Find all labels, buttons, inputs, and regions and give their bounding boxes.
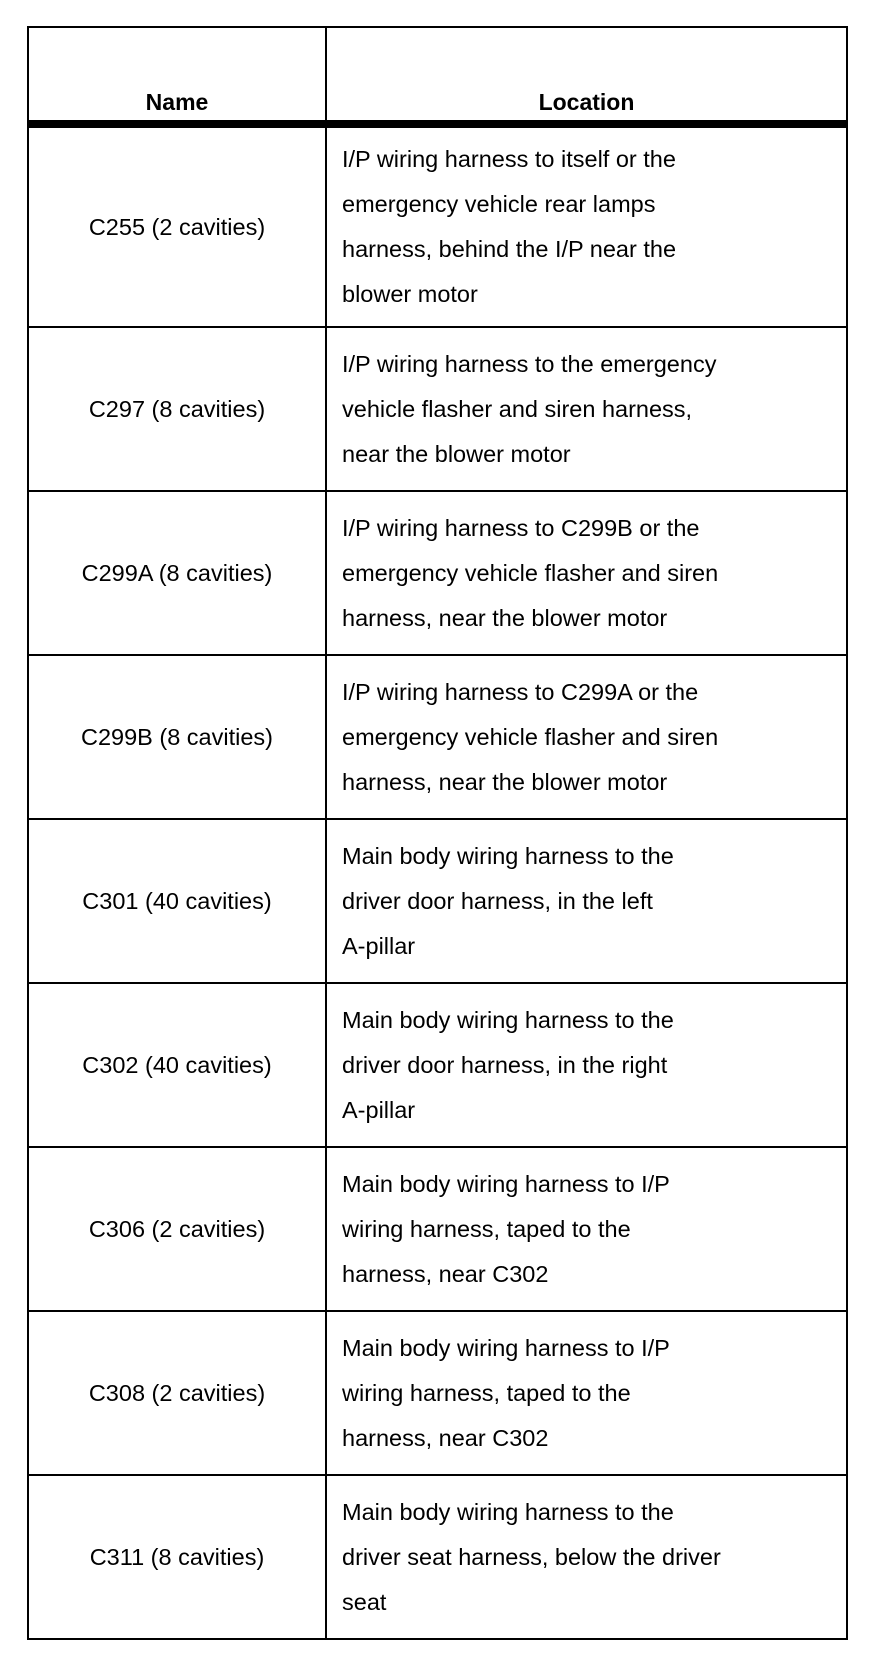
connector-location — [326, 491, 847, 655]
location-line: A-pillar — [342, 1096, 416, 1123]
connector-location — [326, 983, 847, 1147]
location-line: A-pillar — [342, 932, 416, 959]
location-line: emergency vehicle rear lamps — [342, 191, 656, 217]
connector-location — [326, 1475, 847, 1639]
connector-name: C255 (2 cavities) — [28, 124, 326, 327]
connector-name: C306 (2 cavities) — [28, 1147, 326, 1311]
location-line: Main body wiring harness to the — [342, 842, 674, 869]
location-line: I/P wiring harness to C299B or the — [342, 514, 700, 541]
location-line: harness, behind the I/P near the — [342, 236, 677, 262]
connector-table — [27, 26, 848, 1640]
location-line: vehicle flasher and siren harness, — [342, 395, 693, 422]
table-row — [28, 1475, 847, 1639]
location-line: seat — [342, 1588, 387, 1615]
connector-name: C297 (8 cavities) — [28, 327, 326, 491]
location-line: wiring harness, taped to the — [342, 1215, 631, 1242]
location-line: Main body wiring harness to I/P — [342, 1334, 670, 1361]
location-line: driver door harness, in the left — [342, 887, 653, 914]
connector-name: C311 (8 cavities) — [28, 1475, 326, 1639]
table-row — [28, 491, 847, 655]
location-line: wiring harness, taped to the — [342, 1379, 631, 1406]
location-line: blower motor — [342, 281, 478, 307]
connector-location — [326, 327, 847, 491]
table-row — [28, 655, 847, 819]
connector-name: C308 (2 cavities) — [28, 1311, 326, 1475]
connector-location — [326, 655, 847, 819]
connector-location — [326, 1147, 847, 1311]
header-name: Name — [28, 27, 326, 124]
table-row — [28, 124, 847, 327]
location-line: Main body wiring harness to the — [342, 1006, 674, 1033]
location-line: I/P wiring harness to C299A or the — [342, 678, 699, 705]
location-line: near the blower motor — [342, 440, 571, 467]
table-row — [28, 983, 847, 1147]
connector-name: C302 (40 cavities) — [28, 983, 326, 1147]
table-row — [28, 327, 847, 491]
connector-name: C299A (8 cavities) — [28, 491, 326, 655]
header-location: Location — [326, 27, 847, 124]
location-line: driver seat harness, below the driver — [342, 1543, 721, 1570]
location-line: harness, near the blower motor — [342, 768, 668, 795]
connector-location — [326, 1311, 847, 1475]
table-row — [28, 1311, 847, 1475]
connector-name: C301 (40 cavities) — [28, 819, 326, 983]
connector-location — [326, 819, 847, 983]
connector-location — [326, 124, 847, 327]
location-line: Main body wiring harness to I/P — [342, 1170, 670, 1197]
location-line: Main body wiring harness to the — [342, 1498, 674, 1525]
location-line: emergency vehicle flasher and siren — [342, 723, 719, 750]
location-line: harness, near C302 — [342, 1260, 549, 1287]
table-row — [28, 1147, 847, 1311]
location-line: harness, near the blower motor — [342, 604, 668, 631]
location-line: I/P wiring harness to itself or the — [342, 146, 676, 172]
location-line: emergency vehicle flasher and siren — [342, 559, 719, 586]
location-line: harness, near C302 — [342, 1424, 549, 1451]
location-line: I/P wiring harness to the emergency — [342, 350, 717, 377]
location-line: driver door harness, in the right — [342, 1051, 668, 1078]
table-row — [28, 819, 847, 983]
connector-name: C299B (8 cavities) — [28, 655, 326, 819]
header-row — [28, 27, 847, 124]
table-body — [28, 124, 847, 1639]
